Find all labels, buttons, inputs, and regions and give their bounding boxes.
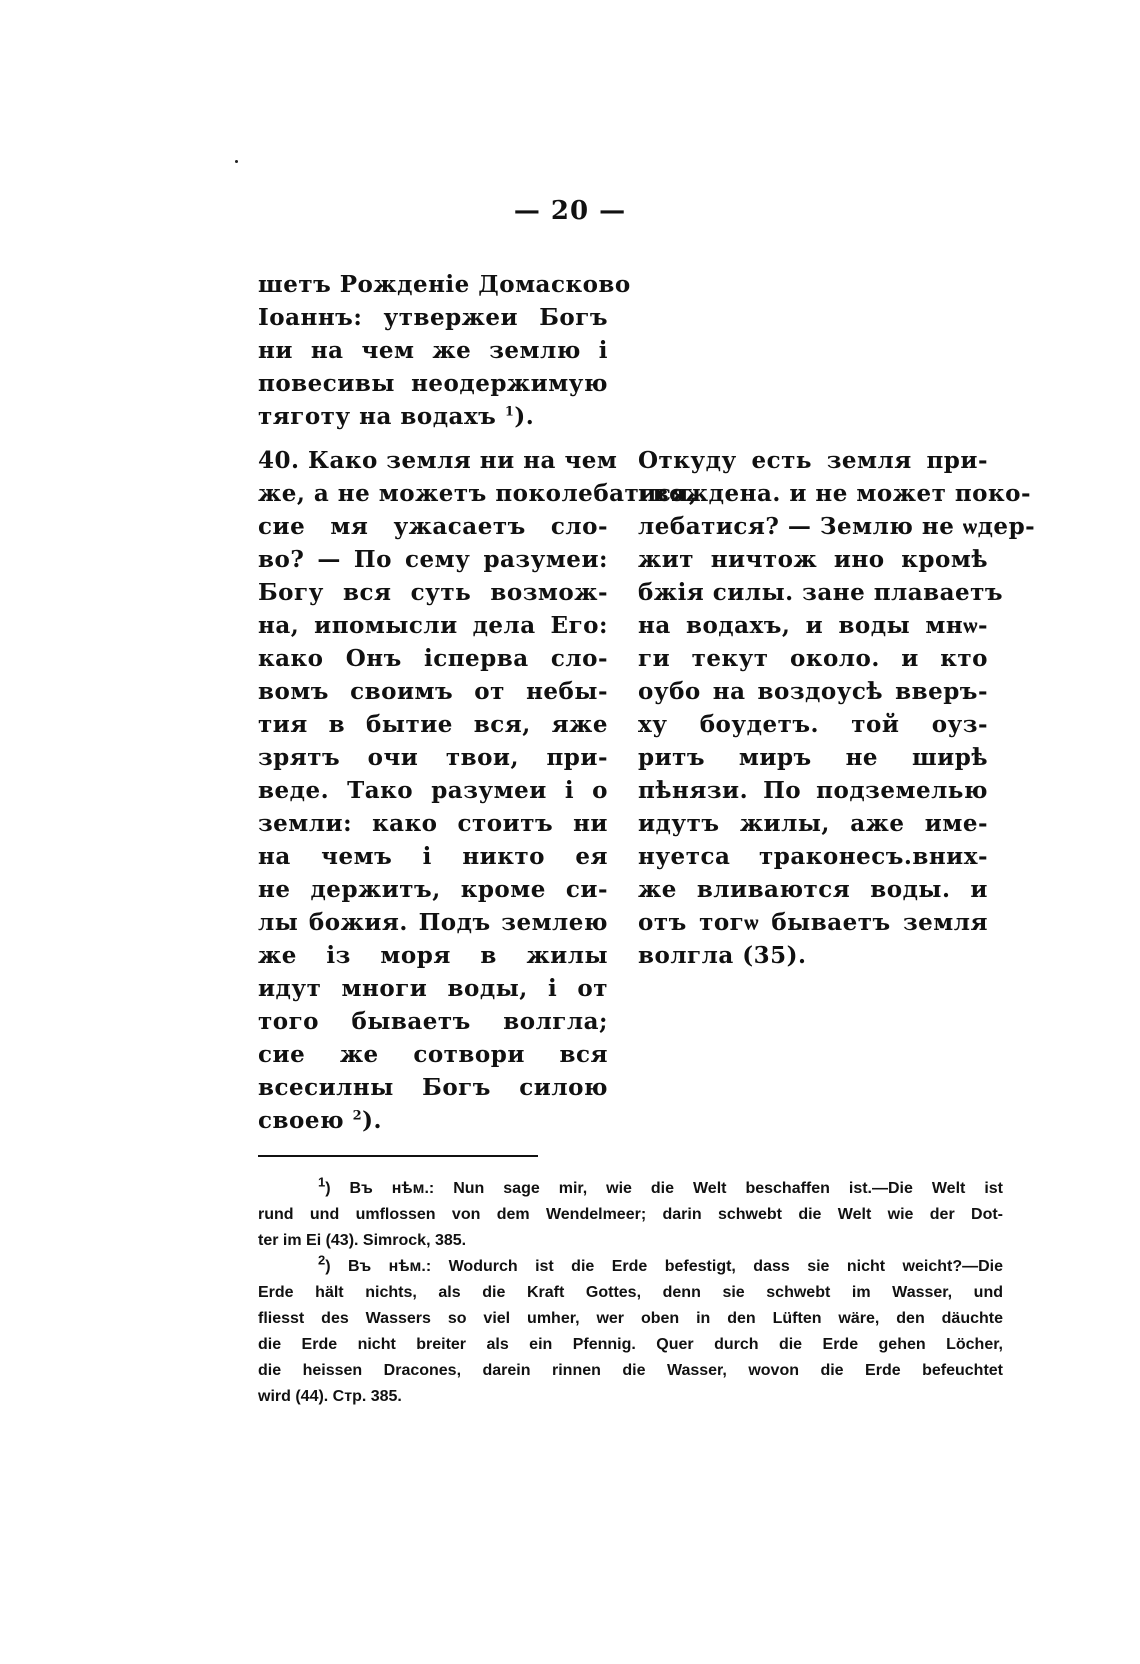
footnote-1-marker: 1 [318,1174,326,1190]
text-line: лебатися? — Землю не ѡдер- [638,513,1036,540]
text-line: ги текут около. и кто [638,645,988,672]
text-line: бжiя силы. зане плаваетъ [638,579,1004,606]
text-line: же вливаются воды. и [638,876,988,903]
text-line: во? — По сему разумеи: [258,546,608,573]
footnote-1-line [258,1176,1003,1202]
text-line: того бываетъ волгла; [258,1008,608,1035]
text-line: ни на чем же землю i [258,337,608,364]
text-line: волгла (35). [638,942,807,969]
text-line: идут многи воды, i от [258,975,608,1002]
text-line: нуетса траконесъ.вних- [638,843,988,870]
text-line: Откуду есть земля при- [638,447,988,474]
text-line: отъ тогѡ бываетъ земля [638,909,988,936]
text-line: сие же сотвори вся [258,1041,608,1068]
text-line-end: ). [514,403,535,430]
footnote-1-text: ) Въ нѣм.: Nun sage mir, wie die Welt beschaffen ist.—Die Welt ist [325,1180,1003,1197]
left-column-main-text [258,444,698,1137]
text-line: пѣнязи. По подземелью [638,777,988,804]
text-line: жит ничтож ино кромѣ [638,546,988,573]
text-line [258,1104,608,1137]
text-line: земли: како стоитъ ни [258,810,608,837]
footnote-ref-2: 2 [352,1108,363,1124]
text-line-content: своею [258,1107,345,1134]
footnote-2-line [258,1254,1003,1280]
text-line: веде. Тако разумеи i о [258,777,608,804]
footnote-divider [258,1155,538,1157]
footnote-1-line: rund und umflossen von dem Wendelmeer; darin schwebt die Welt wie der Dot- [258,1206,1003,1223]
footnote-2-marker: 2 [318,1252,326,1268]
footnote-2-line: wird (44). Стр. 385. [258,1388,402,1405]
text-line-content: тяготу на водахъ [258,403,497,430]
footnote-2-line: die Erde nicht breiter als ein Pfennig. Quer durch die Erde gehen Löcher, [258,1336,1003,1353]
footnote-ref-1: 1 [504,404,515,420]
text-line: вомъ своимъ от небы- [258,678,608,705]
text-line: 40. Како земля ни на чем [258,447,618,474]
footnote-2-text: ) Въ нѣм.: Wodurch ist die Erde befestigt, dass sie nicht weicht?—Die [325,1258,1003,1275]
text-line: како Онъ iсперва сло- [258,645,608,672]
text-line: ху боудетъ. той оуз- [638,711,988,738]
text-line [258,400,608,433]
text-line: на, ипомысли дела Его: [258,612,608,639]
text-line: же iз моря в жилы [258,942,608,969]
text-line: оубо на воздоусѣ вверъ- [638,678,988,705]
text-line: на чемъ i никто ея [258,843,608,870]
text-line: зрятъ очи твои, при- [258,744,608,771]
text-line: Iоаннъ: утвержеи Богъ [258,304,608,331]
text-line-end: ). [362,1107,382,1134]
footnote-1-line: ter im Ei (43). Simrock, 385. [258,1232,467,1249]
text-line: лы божия. Подъ землею [258,909,608,936]
print-speck [235,160,238,163]
text-line: не держитъ, кроме си- [258,876,608,903]
text-line: повесивы неодержимую [258,370,608,397]
footnote-2-line: Erde hält nichts, als die Kraft Gottes, denn sie schwebt im Wasser, und [258,1284,1003,1301]
text-line: на водахъ, и воды мнѡ- [638,612,988,639]
page-number: — 20 — [513,196,627,226]
footnotes [258,1176,1003,1410]
text-line: же, а не можетъ поколебатися, [258,480,698,507]
text-line: шетъ Рожденiе Домасково [258,271,631,298]
text-line: всесилны Богъ силою [258,1074,608,1101]
footnote-2-line: fliesst des Wassers so viel umher, wer oben in den Lüften wäre, den däuchte [258,1310,1003,1327]
text-line: Богу вся суть возмож- [258,579,608,606]
text-line: ритъ миръ не ширѣ [638,744,988,771]
right-column-text [638,444,1036,972]
text-line: идутъ жилы, аже име- [638,810,988,837]
text-line: гвождена. и не может поко- [638,480,1032,507]
text-line: сие мя ужасаетъ сло- [258,513,608,540]
text-line: тия в бытие вся, яже [258,711,608,738]
footnote-2-line: die heissen Dracones, darein rinnen die Wasser, wovon die Erde befeuchtet [258,1362,1003,1379]
left-column-top-text [258,268,631,433]
